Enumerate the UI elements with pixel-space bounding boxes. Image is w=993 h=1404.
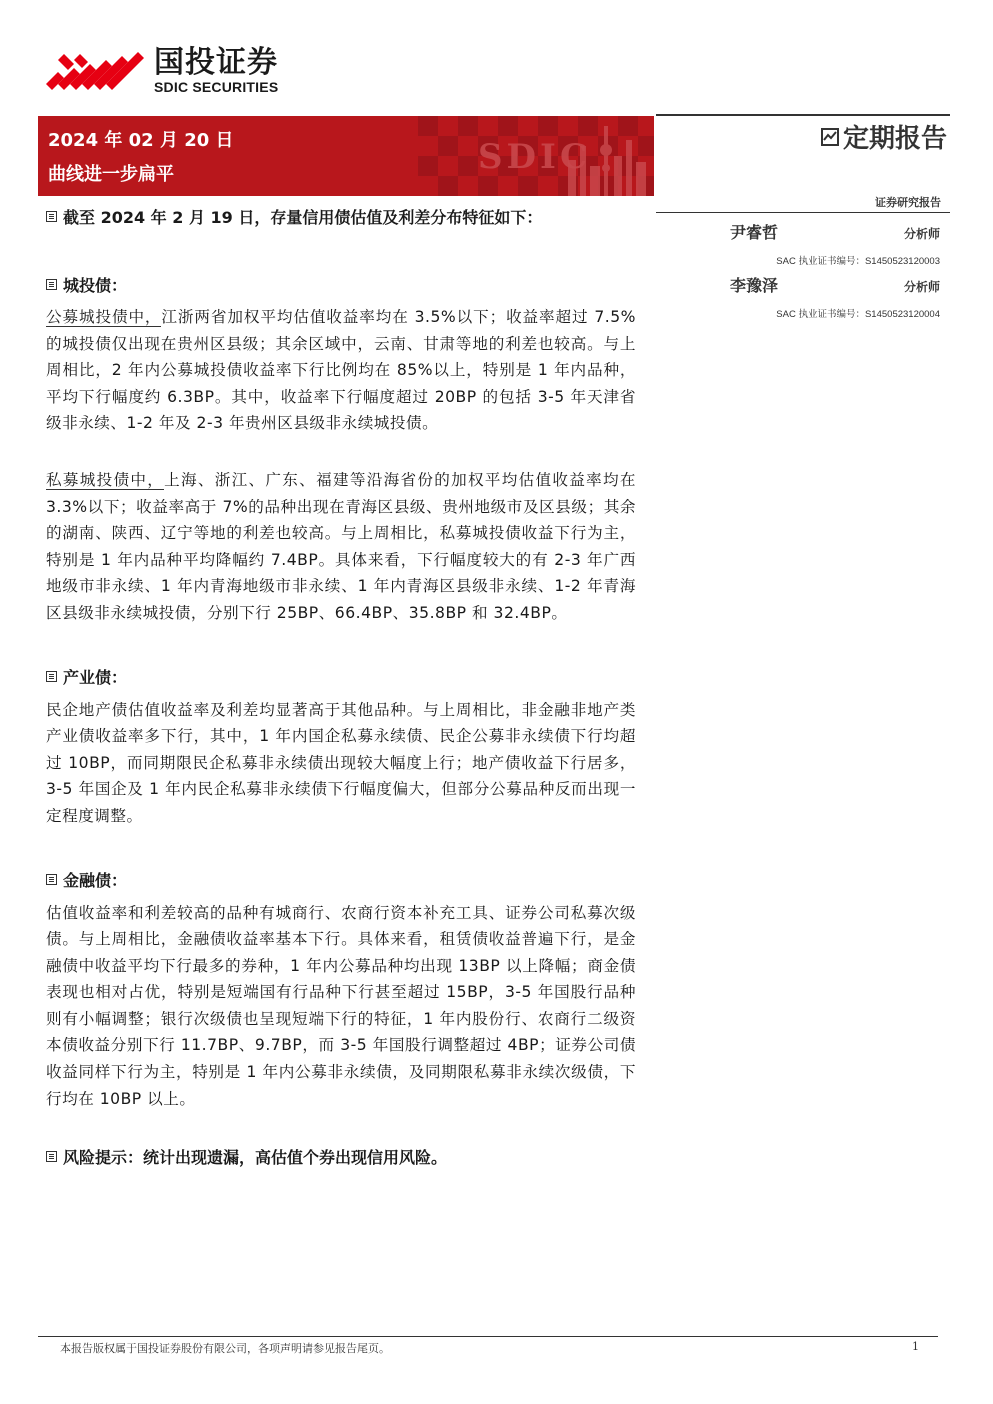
analyst-block (730, 220, 940, 267)
section-heading-industry: 产业债： (46, 663, 636, 691)
logo-name-cn: 国投证券 (154, 45, 278, 80)
paragraph-lead: 私募城投债中， (46, 470, 165, 489)
paragraph-finance: 估值收益率和利差较高的品种有城商行、农商行资本补充工具、证券公司私募次级债。与上周相比，金融债收益率基本下行。具体来看，租赁债收益普遍下行，是金融债中收益平均下行最多的券种，1 年内公募品种均出现 13BP 以上降幅；商金债表现也相对占优，特别是短端国有行品种下行甚至超过 15BP，3-5 年国股行品种则有小幅调整；银行次级债也呈现短端下行的特征，1 年内股份行、农商行二级资本债收益分别下行 11.7BP、9.7BP，而 3-5 年国股行调整超过 4BP；证券公司债收益同样下行为主，特别是 1 年内公募非永续债，及同期限私募非永续次级债，下行均在 10BP 以上。 (46, 903, 636, 1108)
page-number: 1 (912, 1340, 919, 1353)
chart-line-icon (821, 128, 839, 146)
summary-heading: 截至 2024 年 2 月 19 日，存量信用债估值及利差分布特征如下： (46, 202, 636, 230)
footer-disclaimer: 本报告版权属于国投证券股份有限公司，各项声明请参见报告尾页。 (60, 1342, 390, 1355)
section-heading-chengtou: 城投债： (46, 270, 636, 298)
footer-rule (38, 1336, 938, 1337)
bullet-icon (46, 279, 57, 290)
logo-name-en: SDIC SECURITIES (154, 79, 279, 95)
report-title: 曲线进一步扁平 (48, 164, 174, 185)
bullet-icon (46, 874, 57, 885)
header-rule (656, 114, 950, 116)
analyst-cert: SAC 执业证书编号：S1450523120003 (776, 256, 940, 267)
report-body (46, 200, 636, 1170)
title-banner (38, 116, 654, 196)
bullet-icon (46, 211, 57, 222)
paragraph-lead: 公募城投债中， (46, 308, 162, 326)
analyst-name: 尹睿哲 (730, 223, 779, 242)
sdic-logo-mark (44, 48, 154, 94)
bullet-icon (46, 1151, 57, 1162)
section-heading-finance: 金融债： (46, 866, 636, 894)
banner-watermark: SDIC (478, 137, 592, 177)
report-type-label: 定期报告 (842, 124, 947, 154)
analyst-role: 分析师 (903, 280, 940, 294)
analyst-role: 分析师 (903, 227, 940, 241)
risk-warning: 风险提示：统计出现遗漏，高估值个券出现信用风险。 (46, 1142, 636, 1170)
analyst-block (730, 273, 940, 320)
company-logo (44, 42, 324, 100)
header-divider (656, 212, 950, 213)
paragraph-private-chengtou: 私募城投债中，上海、浙江、广东、福建等沿海省份的加权平均估值收益率均在 3.3%以下；收益率高于 7%的品种出现在青海区县级、贵州地级市及区县级；其余的湖南、陕西、辽宁等地的利差也较高。与上周相比，私募城投债收益下行为主，特别是 1 年内品种平均降幅约 7.4BP。具体来看，下行幅度较大的有 2-3 年广西地级市非永续、1 年内青海地级市非永续、1 年内青海区县级非永续、1-2 年青海区县级非永续城投债，分别下行 25BP、66.4BP、35.8BP 和 32.4BP。 (46, 470, 636, 622)
paragraph-industry: 民企地产债估值收益率及利差均显著高于其他品种。与上周相比，非金融非地产类产业债收益率多下行，其中，1 年内国企私募永续债、民企公募非永续债下行均超过 10BP，而同期限民企私募非永续债出现较大幅度上行；地产债收益下行居多，3-5 年国企及 1 年内民企私募非永续债下行幅度偏大，但部分公募品种反而出现一定程度调整。 (46, 700, 636, 825)
bullet-icon (46, 671, 57, 682)
analyst-name: 李豫泽 (730, 276, 779, 295)
report-type (821, 118, 947, 155)
analyst-cert: SAC 执业证书编号：S1450523120004 (776, 309, 940, 320)
banner-city-pattern (418, 116, 654, 196)
report-category: 证券研究报告 (875, 196, 941, 209)
report-date: 2024 年 02 月 20 日 (48, 130, 234, 151)
paragraph-public-chengtou: 公募城投债中，江浙两省加权平均估值收益率均在 3.5%以下；收益率超过 7.5%的城投债仅出现在贵州区县级；其余区域中，云南、甘肃等地的利差也较高。与上周相比，2 年内公募城投债收益率下行比例均在 85%以上，特别是 1 年内品种，平均下行幅度约 6.3BP。其中，收益率下行幅度超过 20BP 的包括 3-5 年天津省级非永续、1-2 年及 2-3 年贵州区县级非永续城投债。 (46, 308, 636, 433)
